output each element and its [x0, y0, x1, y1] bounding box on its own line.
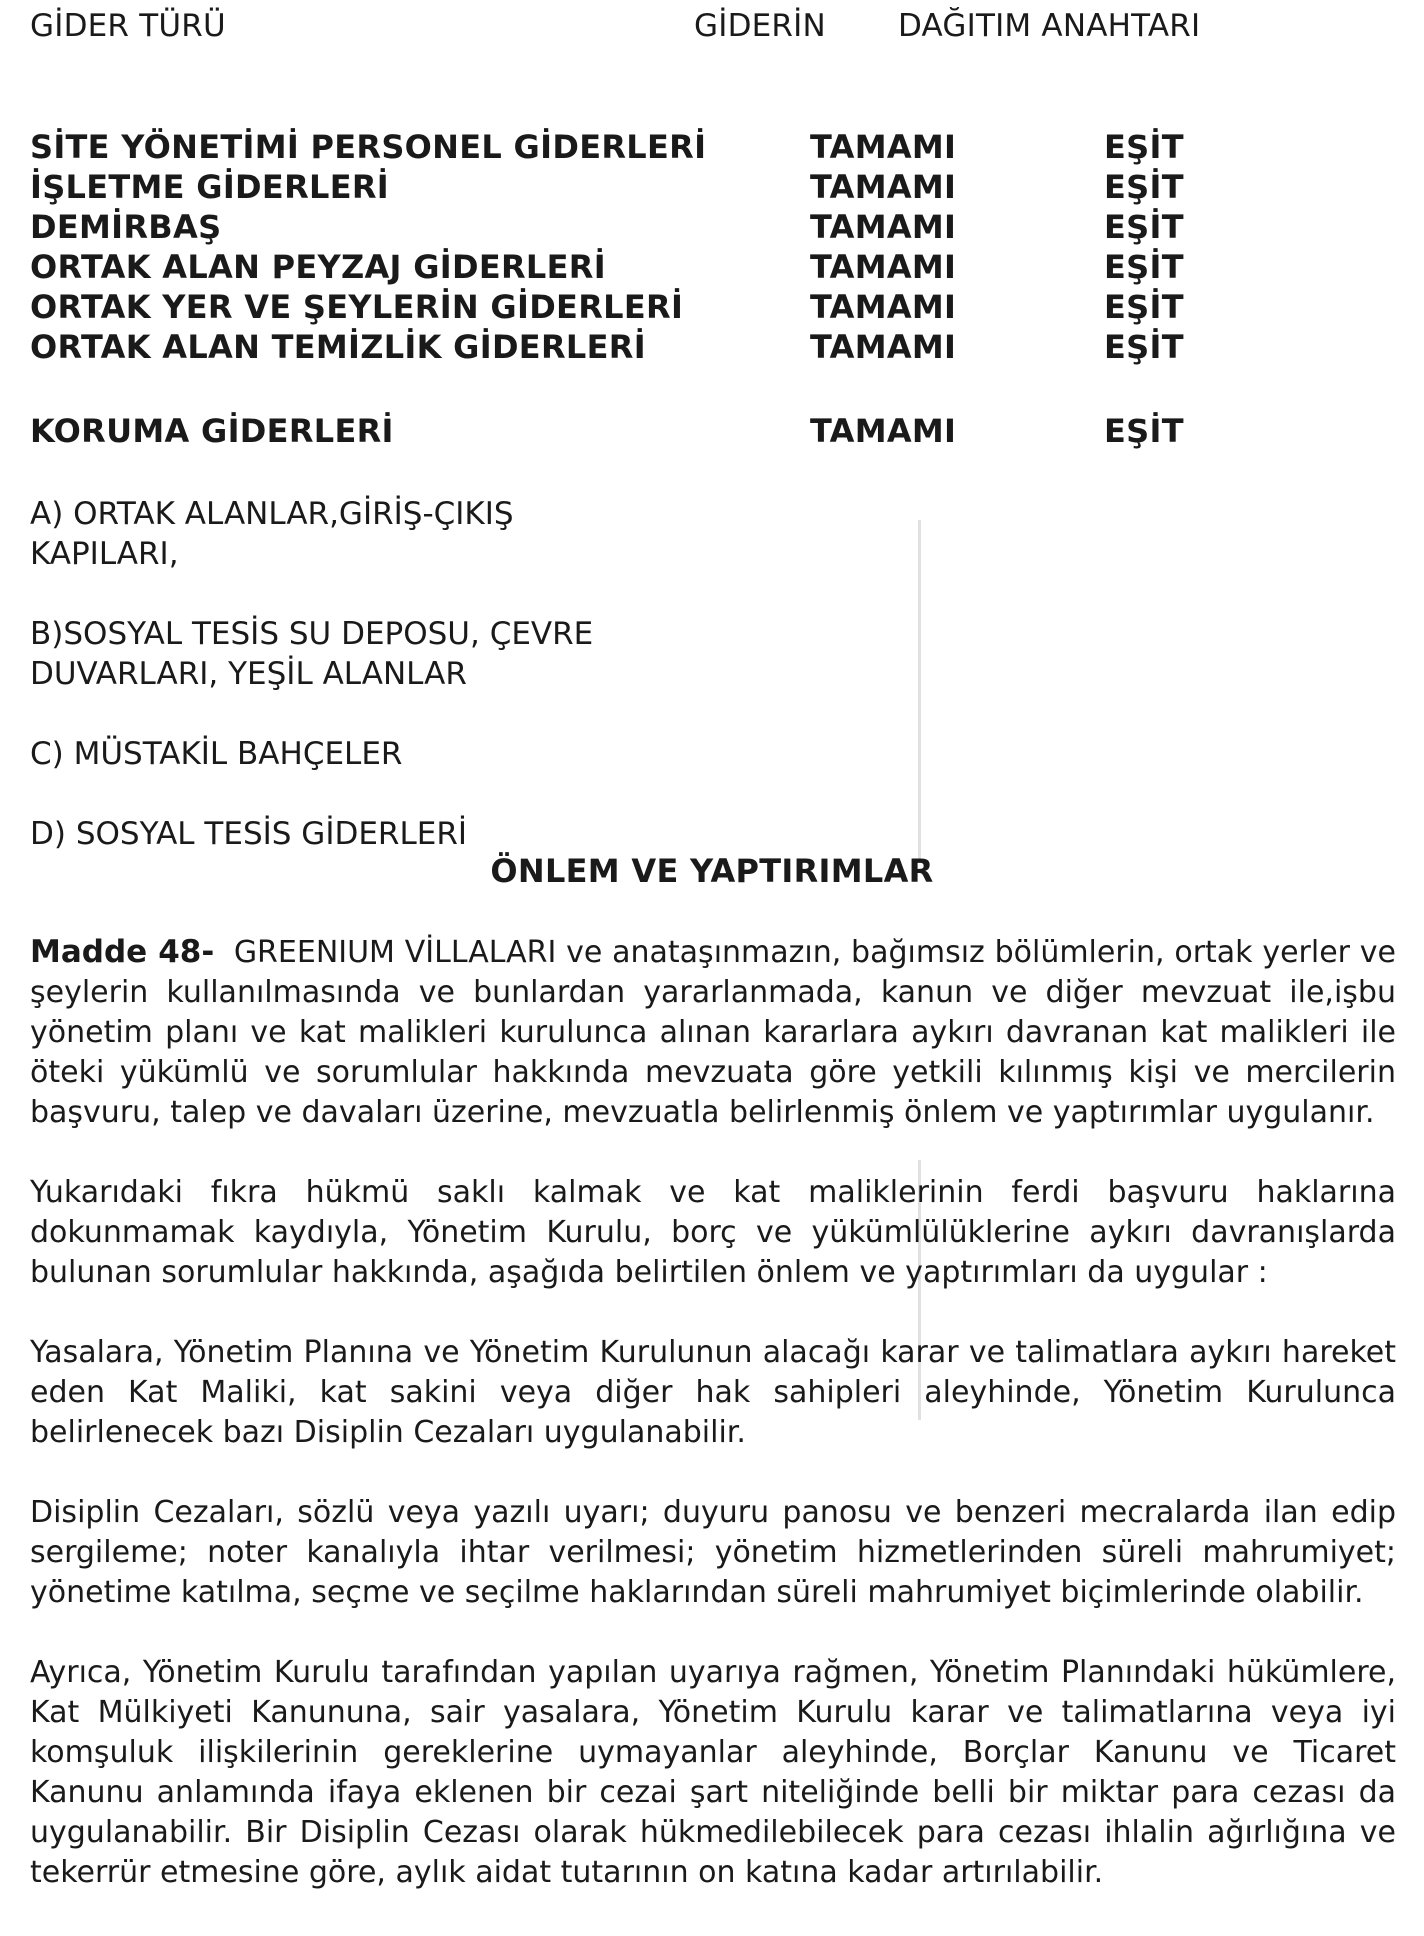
list-item-text: DUVARLARI, YEŞİL ALANLAR	[30, 656, 467, 692]
expense-type-cell: ORTAK ALAN TEMİZLİK GİDERLERİ	[30, 328, 646, 366]
expense-amount-cell: TAMAMI	[810, 288, 957, 326]
expense-amount-cell: TAMAMI	[810, 128, 957, 166]
article-body	[30, 932, 1396, 1933]
distribution-key-cell: EŞİT	[1104, 168, 1184, 206]
paragraph-madde-48	[30, 932, 1396, 1133]
table-row-koruma	[30, 412, 1400, 452]
expense-type-cell: KORUMA GİDERLERİ	[30, 412, 394, 450]
list-item	[30, 734, 650, 774]
list-item-text: B)SOSYAL TESİS SU DEPOSU, ÇEVRE	[30, 616, 594, 652]
expense-amount-cell: TAMAMI	[810, 412, 957, 450]
list-item-text: C) MÜSTAKİL BAHÇELER	[30, 736, 403, 772]
distribution-key-cell: EŞİT	[1104, 128, 1184, 166]
table-row	[30, 328, 1400, 368]
section-heading: ÖNLEM VE YAPTIRIMLAR	[490, 852, 934, 890]
list-item	[30, 814, 650, 854]
distribution-key-cell: EŞİT	[1104, 208, 1184, 246]
list-item	[30, 614, 650, 694]
list-item	[30, 494, 650, 574]
table-row	[30, 168, 1400, 208]
article-label: Madde 48-	[30, 934, 215, 970]
koruma-subitems	[30, 494, 650, 894]
paragraph: Yasalara, Yönetim Planına ve Yönetim Kurulunun alacağı karar ve talimatlara aykırı hareket eden Kat Maliki, kat sakini veya diğer hak sahipleri aleyhinde, Yönetim Kurulunca belirlenecek bazı Disiplin Cezaları uygulanabilir.	[30, 1335, 1396, 1450]
table-row	[30, 128, 1400, 168]
paragraph: Disiplin Cezaları, sözlü veya yazılı uyarı; duyuru panosu ve benzeri mecralarda ilan edip sergileme; noter kanalıyla ihtar verilmesi; yönetim hizmetlerinden süreli mahrumiyet; yönetime katılma, seçme ve seçilme haklarından süreli mahrumiyet biçimlerinde olabilir.	[30, 1495, 1396, 1610]
list-item-text: D) SOSYAL TESİS GİDERLERİ	[30, 816, 468, 852]
scan-artifact	[918, 520, 921, 860]
expense-type-cell: DEMİRBAŞ	[30, 208, 222, 246]
table-row	[30, 208, 1400, 248]
expense-amount-cell: TAMAMI	[810, 328, 957, 366]
header-expense-amount: GİDERİN	[694, 8, 826, 44]
distribution-key-cell: EŞİT	[1104, 412, 1184, 450]
expense-table	[30, 128, 1400, 368]
paragraph-text: GREENIUM VİLLALARI ve anataşınmazın, bağımsız bölümlerin, ortak yerler ve şeylerin kullanılmasında ve bunlardan yararlanmada, kanun ve diğer mevzuat ile,işbu yönetim planı ve kat malikleri kurulunca alınan kararlara aykırı davranan kat malikleri ile öteki yükümlü ve sorumlular hakkında mevzuata göre yetkili kılınmış kişi ve mercilerin başvuru, talep ve davaları üzerine, mevzuatla belirlenmiş önlem ve yaptırımlar uygulanır.	[30, 935, 1397, 1130]
expense-type-cell: ORTAK YER VE ŞEYLERİN GİDERLERİ	[30, 288, 684, 326]
expense-amount-cell: TAMAMI	[810, 208, 957, 246]
table-row	[30, 288, 1400, 328]
paragraph: Ayrıca, Yönetim Kurulu tarafından yapılan uyarıya rağmen, Yönetim Planındaki hükümlere, Kat Mülkiyeti Kanununa, sair yasalara, Yönetim Kurulu karar ve talimatlarına veya iyi komşuluk ilişkilerinin gereklerine uymayanlar aleyhinde, Borçlar Kanunu ve Ticaret Kanunu anlamında ifaya eklenen bir cezai şart niteliğinde belli bir miktar para cezası da uygulanabilir. Bir Disiplin Cezası olarak hükmedilebilecek para cezası ihlalin ağırlığına ve tekerrür etmesine göre, aylık aidat tutarının on katına kadar artırılabilir.	[30, 1655, 1396, 1890]
paragraph: Yukarıdaki fıkra hükmü saklı kalmak ve kat maliklerinin ferdi başvuru haklarına dokunmamak kaydıyla, Yönetim Kurulu, borç ve yükümlülüklerine aykırı davranışlarda bulunan sorumlular hakkında, aşağıda belirtilen önlem ve yaptırımları da uygular :	[30, 1175, 1396, 1290]
header-expense-type: GİDER TÜRÜ	[30, 8, 226, 44]
expense-type-cell: İŞLETME GİDERLERİ	[30, 168, 390, 206]
expense-type-cell: ORTAK ALAN PEYZAJ GİDERLERİ	[30, 248, 606, 286]
distribution-key-cell: EŞİT	[1104, 328, 1184, 366]
table-row	[30, 248, 1400, 288]
expense-type-cell: SİTE YÖNETİMİ PERSONEL GİDERLERİ	[30, 128, 707, 166]
distribution-key-cell: EŞİT	[1104, 288, 1184, 326]
expense-amount-cell: TAMAMI	[810, 248, 957, 286]
table-header	[30, 8, 1400, 58]
expense-amount-cell: TAMAMI	[810, 168, 957, 206]
distribution-key-cell: EŞİT	[1104, 248, 1184, 286]
list-item-text: A) ORTAK ALANLAR,GİRİŞ-ÇIKIŞ KAPILARI,	[30, 496, 514, 572]
header-distribution-key: DAĞITIM ANAHTARI	[898, 8, 1201, 44]
